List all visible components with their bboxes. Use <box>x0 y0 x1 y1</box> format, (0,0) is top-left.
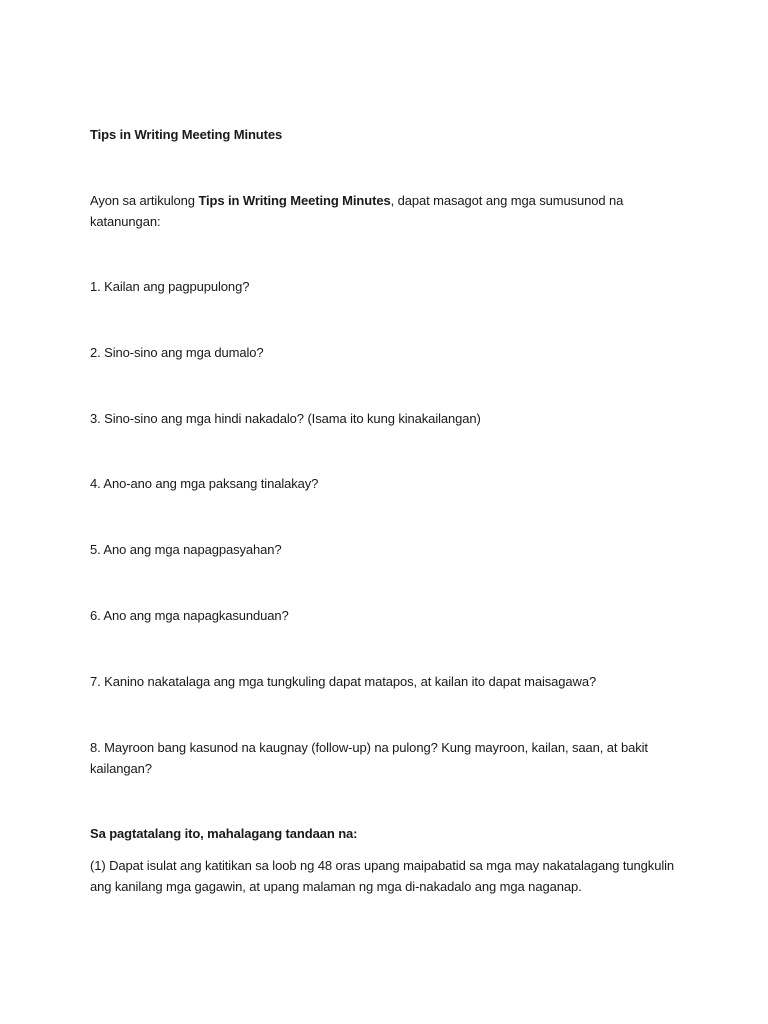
question-5: 5. Ano ang mga napagpasyahan? <box>90 542 282 557</box>
intro-article-title: Tips in Writing Meeting Minutes <box>198 193 391 208</box>
intro-paragraph <box>90 190 680 232</box>
intro-text-before: Ayon sa artikulong <box>90 193 199 208</box>
document-heading: Tips in Writing Meeting Minutes <box>90 127 283 142</box>
note-item-1: (1) Dapat isulat ang katitikan sa loob ng 48 oras upang maipabatid sa mga may nakatalagang tungkulin ang kanilang mga gagawin, at upang malaman ng mga di-nakadalo ang mga naganap. <box>90 858 675 894</box>
question-1: 1. Kailan ang pagpupulong? <box>90 279 250 294</box>
intro-text-after: , dapat masagot ang mga sumusunod na katanungan: <box>90 193 624 229</box>
question-4: 4. Ano-ano ang mga paksang tinalakay? <box>90 476 319 491</box>
note-heading: Sa pagtatalang ito, mahalagang tandaan na: <box>90 826 358 841</box>
question-7: 7. Kanino nakatalaga ang mga tungkuling dapat matapos, at kailan ito dapat maisagawa? <box>90 674 597 689</box>
question-8: 8. Mayroon bang kasunod na kaugnay (follow-up) na pulong? Kung mayroon, kailan, saan, at bakit kailangan? <box>90 740 648 776</box>
question-2: 2. Sino-sino ang mga dumalo? <box>90 345 264 360</box>
question-6: 6. Ano ang mga napagkasunduan? <box>90 608 289 623</box>
question-3: 3. Sino-sino ang mga hindi nakadalo? (Isama ito kung kinakailangan) <box>90 411 481 426</box>
